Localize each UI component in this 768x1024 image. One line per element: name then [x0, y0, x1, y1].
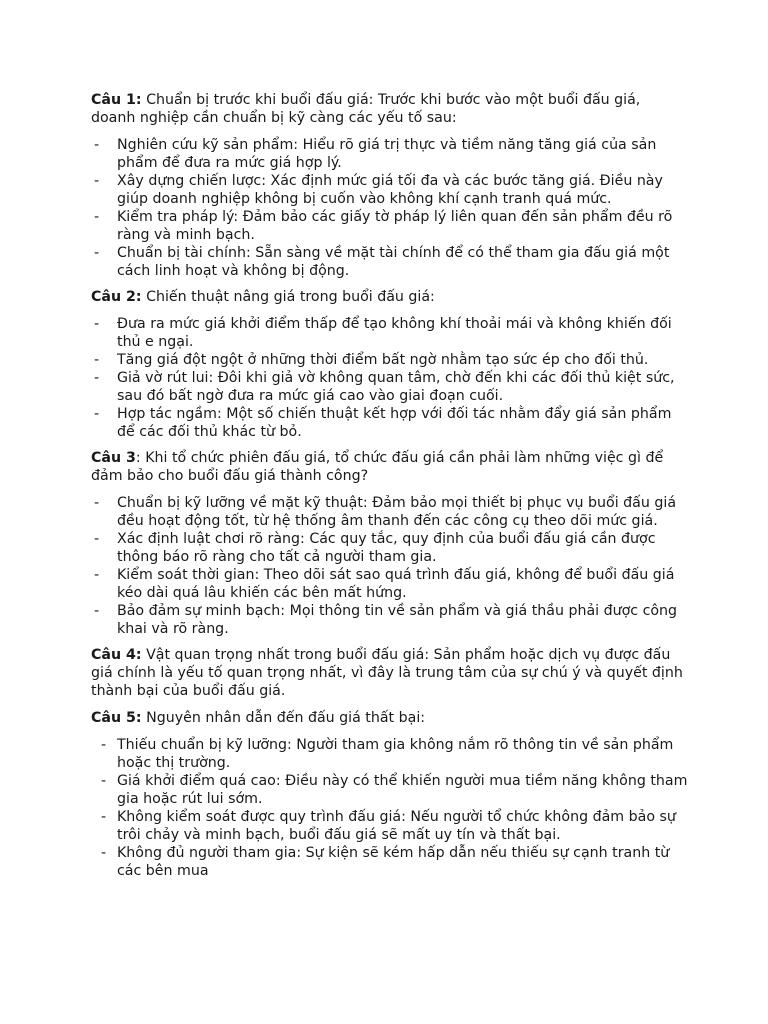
list-item: - Không kiểm soát được quy trình đấu giá: Nếu người tổ chức không đảm bảo sự trôi chảy và minh bạch, buổi đấu giá sẽ mất uy tín và thất bại.	[91, 808, 688, 844]
question-text: Chuẩn bị trước khi buổi đấu giá: Trước khi bước vào một buổi đấu giá, doanh nghiệp cần chuẩn bị kỹ càng các yếu tố sau:	[91, 92, 641, 126]
list-item: - Giá khởi điểm quá cao: Điều này có thể khiến người mua tiềm năng không tham gia hoặc rút lui sớm.	[91, 772, 688, 808]
list-item: - Không đủ người tham gia: Sự kiện sẽ kém hấp dẫn nếu thiếu sự cạnh tranh từ các bên mua	[91, 844, 688, 880]
list-item: - Hợp tác ngầm: Một số chiến thuật kết hợp với đối tác nhằm đẩy giá sản phẩm để các đối thủ khác từ bỏ.	[91, 405, 688, 441]
list-item: - Nghiên cứu kỹ sản phẩm: Hiểu rõ giá trị thực và tiềm năng tăng giá của sản phẩm để đưa ra mức giá hợp lý.	[91, 136, 688, 172]
list-item: - Tăng giá đột ngột ở những thời điểm bất ngờ nhằm tạo sức ép cho đối thủ.	[91, 351, 688, 369]
question-text: Nguyên nhân dẫn đến đấu giá thất bại:	[141, 710, 426, 726]
question-text: : Khi tổ chức phiên đấu giá, tổ chức đấu giá cần phải làm những việc gì để đảm bảo cho buổi đấu giá thành công?	[91, 450, 664, 484]
list-item: - Giả vờ rút lui: Đôi khi giả vờ không quan tâm, chờ đến khi các đối thủ kiệt sức, sau đó bất ngờ đưa ra mức giá cao vào giai đoạn cuối.	[91, 369, 688, 405]
list-item: - Xây dựng chiến lược: Xác định mức giá tối đa và các bước tăng giá. Điều này giúp doanh nghiệp không bị cuốn vào không khí cạnh tranh quá mức.	[91, 172, 688, 208]
list-item: - Thiếu chuẩn bị kỹ lưỡng: Người tham gia không nắm rõ thông tin về sản phẩm hoặc thị trường.	[91, 736, 688, 772]
list-item: - Bảo đảm sự minh bạch: Mọi thông tin về sản phẩm và giá thầu phải được công khai và rõ ràng.	[91, 602, 688, 638]
list-item: - Xác định luật chơi rõ ràng: Các quy tắc, quy định của buổi đấu giá cần được thông báo rõ ràng cho tất cả người tham gia.	[91, 530, 688, 566]
question-label: Câu 3	[91, 450, 136, 466]
answer-list-5	[91, 736, 688, 880]
question-1	[91, 91, 688, 127]
question-text: Chiến thuật nâng giá trong buổi đấu giá:	[141, 289, 435, 305]
question-2	[91, 288, 688, 306]
question-text: Vật quan trọng nhất trong buổi đấu giá: Sản phẩm hoặc dịch vụ được đấu giá chính là yếu tố quan trọng nhất, vì đây là trung tâm của sự chú ý và quyết định thành bại của buổi đấu giá.	[91, 647, 683, 699]
question-5	[91, 709, 688, 727]
question-4	[91, 646, 688, 700]
question-label: Câu 2:	[91, 289, 142, 305]
question-label: Câu 5:	[91, 710, 142, 726]
list-item: - Chuẩn bị kỹ lưỡng về mặt kỹ thuật: Đảm bảo mọi thiết bị phục vụ buổi đấu giá đều hoạt động tốt, từ hệ thống âm thanh đến các công cụ theo dõi mức giá.	[91, 494, 688, 530]
question-label: Câu 1:	[91, 92, 142, 108]
question-label: Câu 4:	[91, 647, 142, 663]
answer-list-2	[91, 315, 688, 441]
list-item: - Kiểm tra pháp lý: Đảm bảo các giấy tờ pháp lý liên quan đến sản phẩm đều rõ ràng và minh bạch.	[91, 208, 688, 244]
answer-list-3	[91, 494, 688, 638]
answer-list-1	[91, 136, 688, 280]
list-item: - Đưa ra mức giá khởi điểm thấp để tạo không khí thoải mái và không khiến đối thủ e ngại.	[91, 315, 688, 351]
list-item: - Kiểm soát thời gian: Theo dõi sát sao quá trình đấu giá, không để buổi đấu giá kéo dài quá lâu khiến các bên mất hứng.	[91, 566, 688, 602]
question-3	[91, 449, 688, 485]
list-item: - Chuẩn bị tài chính: Sẵn sàng về mặt tài chính để có thể tham gia đấu giá một cách linh hoạt và không bị động.	[91, 244, 688, 280]
